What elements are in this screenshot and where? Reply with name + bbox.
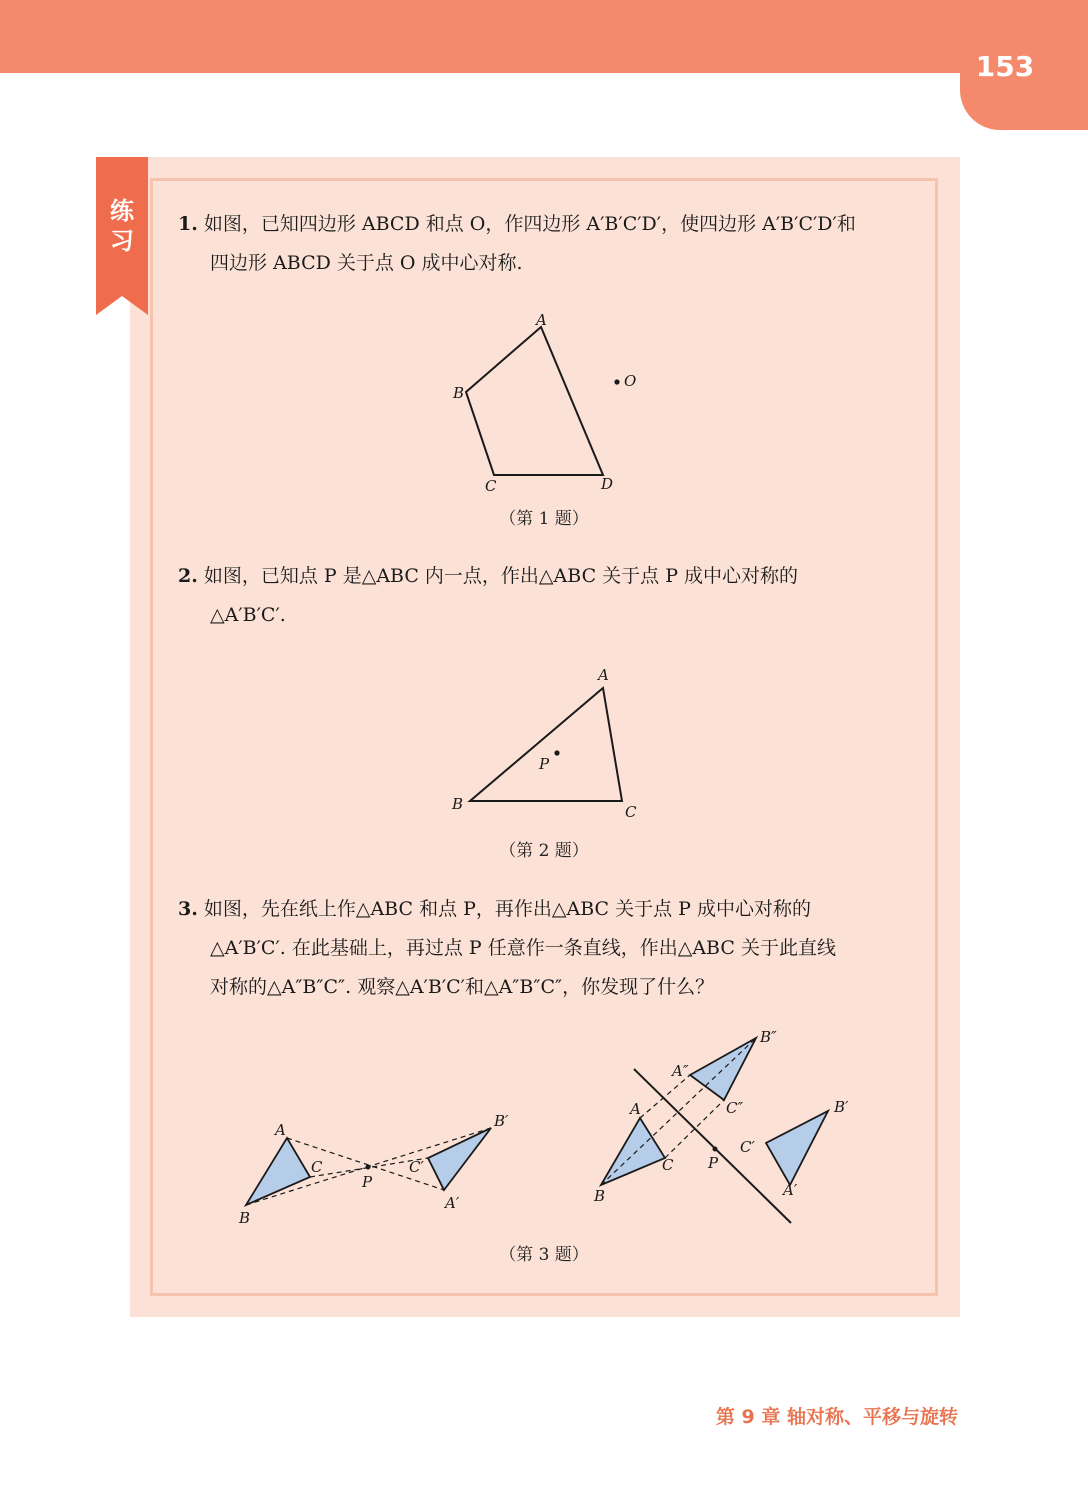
label-a1: A′ [783, 1181, 798, 1199]
question-3-number: 3. [178, 898, 198, 920]
label-c: C [485, 477, 497, 495]
question-2-line1: 如图，已知点 P 是△ABC 内一点，作出△ABC 关于点 P 成中心对称的 [203, 565, 799, 587]
label-b2: B″ [760, 1028, 777, 1046]
quadrilateral-abcd [466, 327, 603, 475]
label-b: B [594, 1187, 606, 1205]
triangle-abc [246, 1138, 310, 1205]
point-p [713, 1147, 718, 1152]
label-d: D [601, 475, 614, 493]
label-p: P [539, 755, 550, 773]
question-3 [178, 890, 908, 1007]
question-2-number: 2. [178, 565, 198, 587]
label-c1: C′ [740, 1138, 755, 1156]
chapter-footer: 第 9 章 轴对称、平移与旋转 [715, 1406, 958, 1428]
figure-2 [440, 664, 660, 824]
label-b: B [453, 384, 465, 402]
question-3-line3: 对称的△A″B″C″. 观察△A′B′C′和△A″B″C″，你发现了什么？ [210, 976, 715, 998]
label-a: A [630, 1100, 641, 1118]
header-band [0, 0, 1088, 73]
label-c: C [625, 803, 637, 821]
label-p: P [362, 1173, 373, 1191]
label-a1: A′ [445, 1194, 460, 1212]
question-3-line2: △A′B′C′. 在此基础上，再过点 P 任意作一条直线，作出△ABC 关于此直线 [210, 937, 836, 959]
figure-3-left [235, 1110, 535, 1240]
question-1-number: 1. [178, 213, 198, 235]
label-a: A [598, 666, 609, 684]
label-b: B [239, 1209, 251, 1227]
question-2 [178, 557, 908, 635]
label-p: P [708, 1154, 719, 1172]
triangle-abc [470, 688, 622, 801]
caption-3: （第 3 题） [499, 1245, 589, 1265]
label-c2: C″ [726, 1099, 744, 1117]
label-b: B [452, 795, 464, 813]
label-a: A [275, 1121, 286, 1139]
triangle-a1b1c1 [766, 1111, 828, 1185]
question-1-line1: 如图，已知四边形 ABCD 和点 O，作四边形 A′B′C′D′，使四边形 A′B′C′D′和 [203, 213, 856, 235]
label-b1: B′ [494, 1112, 509, 1130]
question-2-line2: △A′B′C′. [210, 604, 286, 626]
label-c: C [662, 1156, 674, 1174]
triangle-a1b1c1 [428, 1128, 491, 1190]
label-c1: C′ [409, 1158, 424, 1176]
label-o: O [624, 372, 637, 390]
label-a2: A″ [672, 1062, 689, 1080]
label-c: C [311, 1158, 323, 1176]
question-1-line2: 四边形 ABCD 关于点 O 成中心对称. [210, 252, 523, 274]
question-1 [178, 205, 908, 283]
section-label-text: 练习 [110, 197, 134, 255]
caption-1: （第 1 题） [499, 509, 589, 529]
label-a: A [536, 311, 547, 329]
figure-3-right [590, 1025, 870, 1235]
caption-2: （第 2 题） [499, 841, 589, 861]
section-label [96, 196, 148, 256]
label-b1: B′ [834, 1098, 849, 1116]
point-p [554, 750, 559, 755]
question-3-line1: 如图，先在纸上作△ABC 和点 P，再作出△ABC 关于点 P 成中心对称的 [203, 898, 811, 920]
page-number: 153 [975, 50, 1035, 83]
point-o [614, 379, 619, 384]
triangle-abc [601, 1118, 665, 1185]
point-p [366, 1165, 371, 1170]
figure-1 [440, 308, 680, 508]
